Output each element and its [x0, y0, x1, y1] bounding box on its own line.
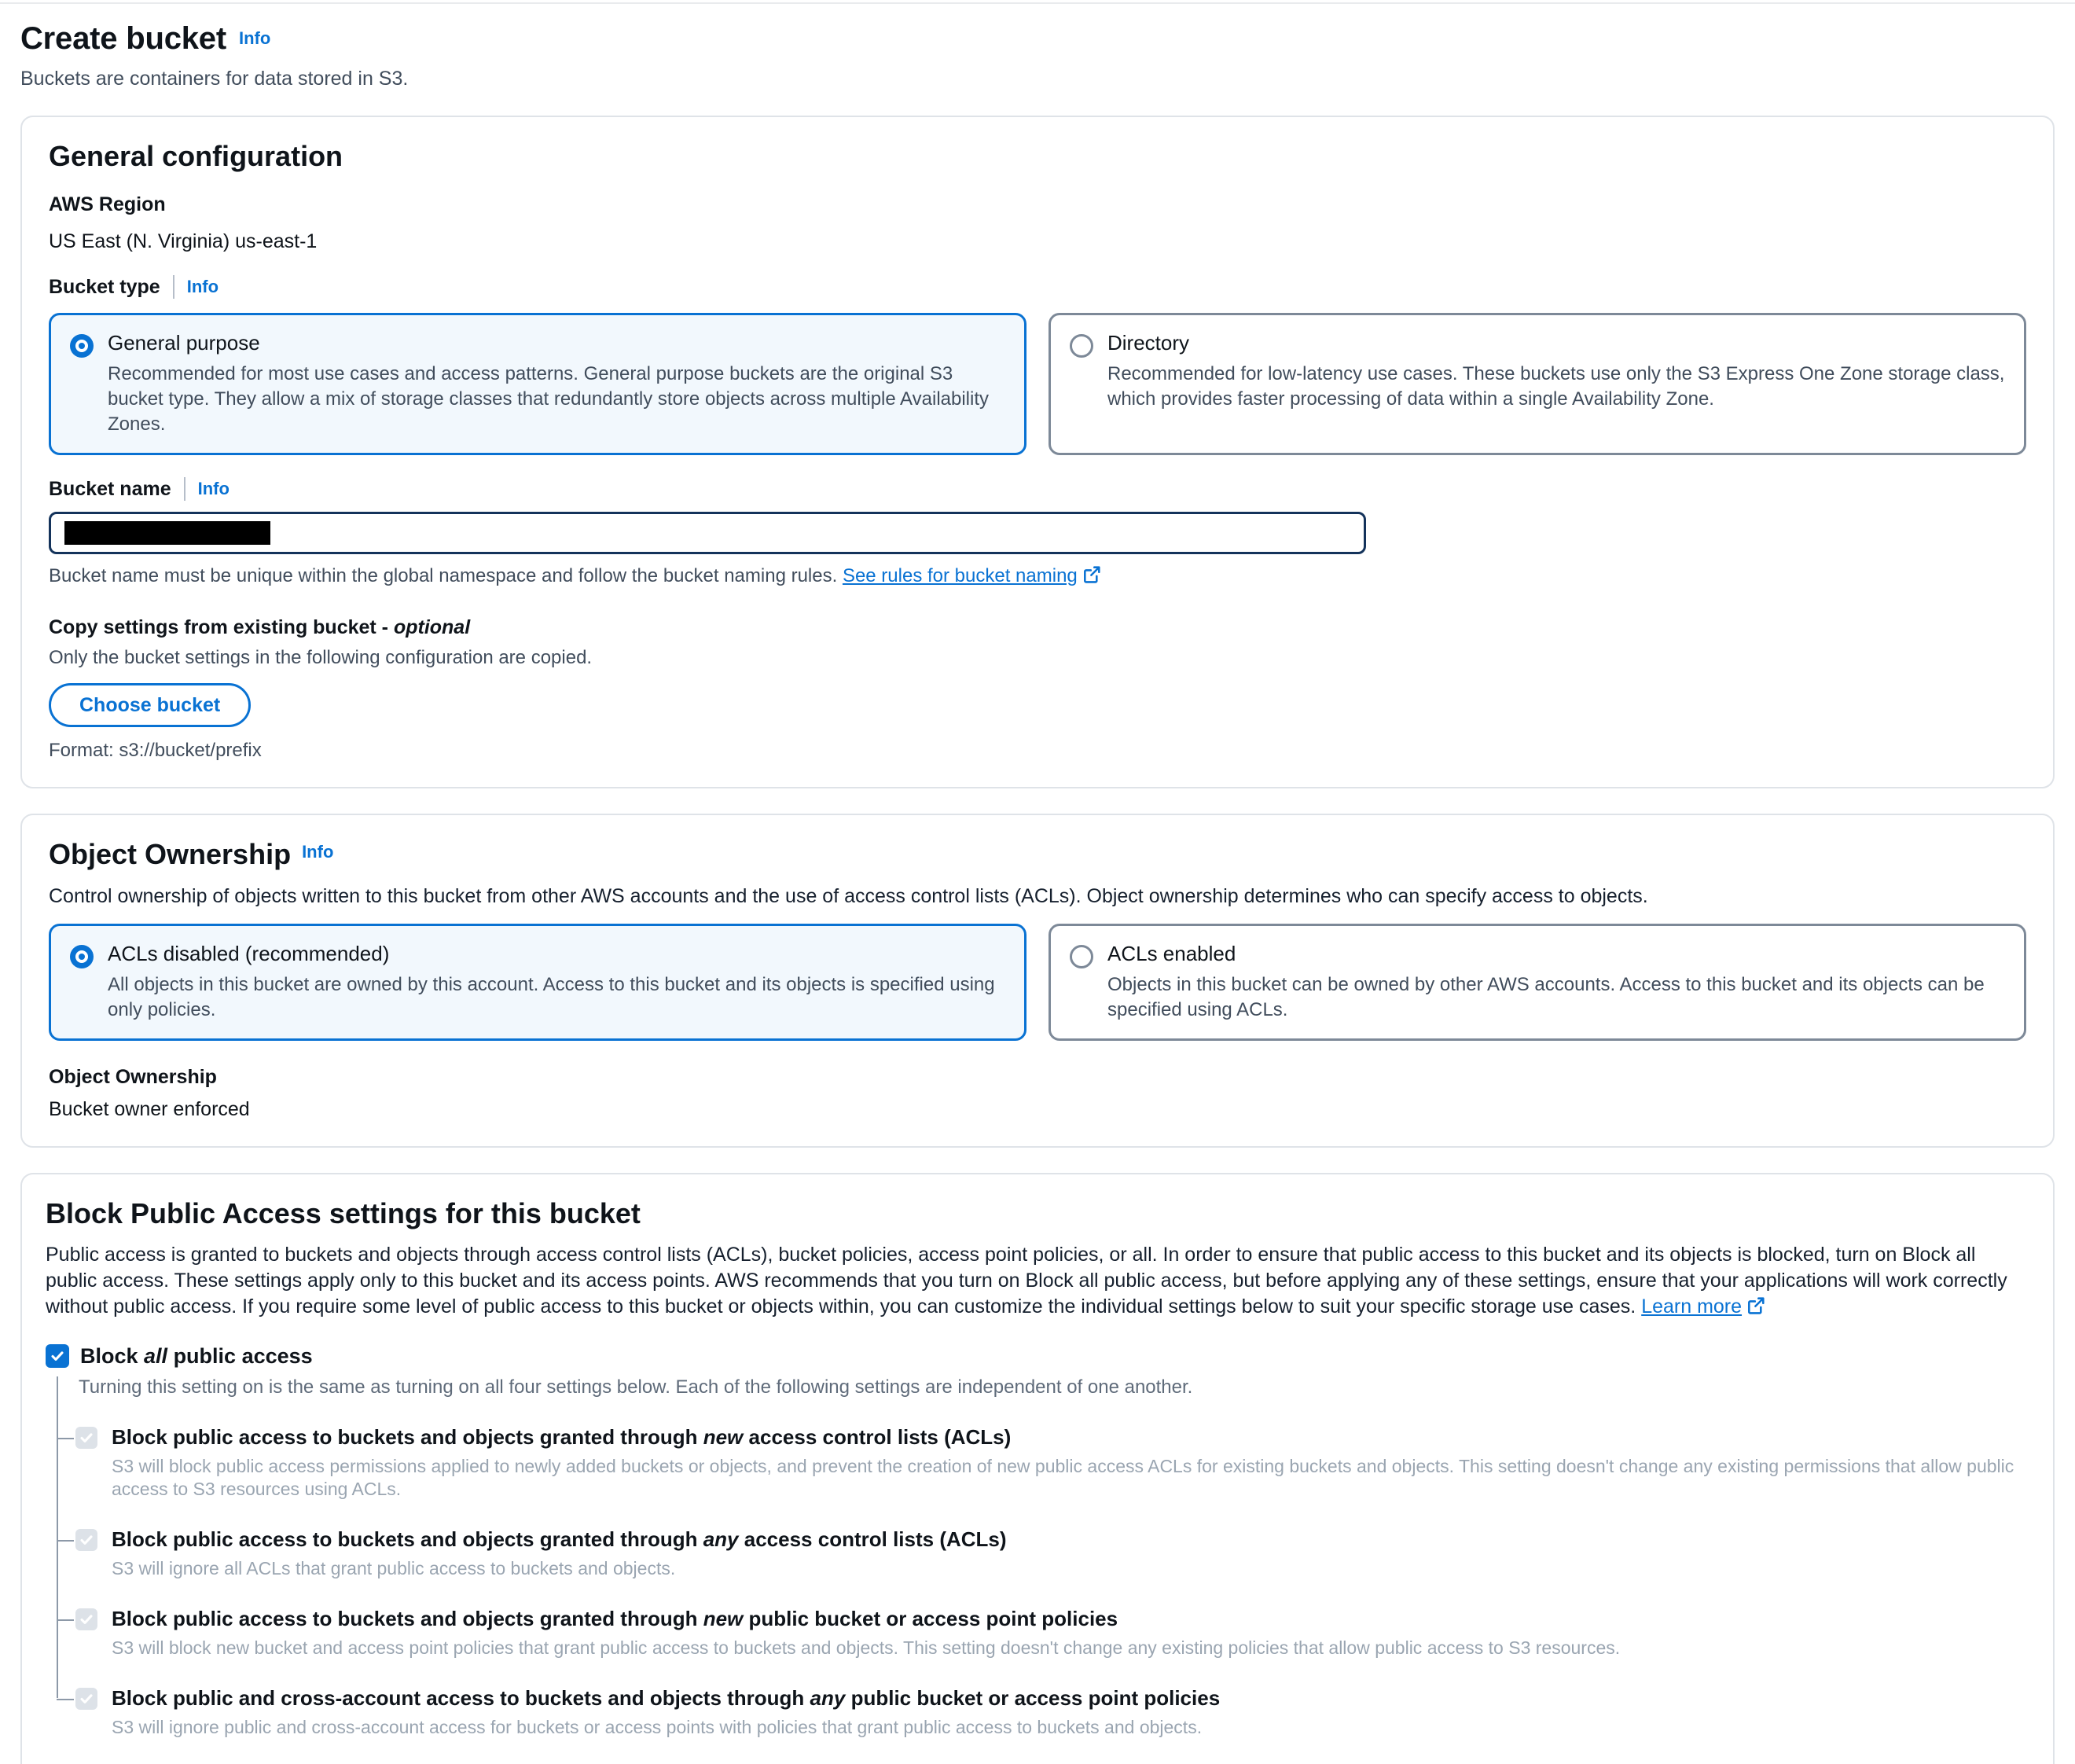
bucket-type-directory-option[interactable]: [1049, 313, 2026, 455]
object-ownership-info-link[interactable]: Info: [302, 842, 334, 862]
block-public-access-description-text: Public access is granted to buckets and objects through access control lists (ACLs), bucket policies, access point policies, or all. In order to ensure that public access to this bucket and its objects is blocked, turn on Block all public access. These settings apply only to this bucket and its access points. AWS recommends that you turn on Block all public access, but before applying any of these settings, ensure that your applications will work correctly without public access. If you require some level of public access to this bucket or objects within, you can customize the individual settings below to suit your specific storage use cases.: [46, 1243, 2007, 1317]
label-em: all: [144, 1343, 168, 1368]
radio-selected-icon[interactable]: [70, 945, 94, 968]
page-subtitle: Buckets are containers for data stored in S3.: [20, 68, 409, 90]
choose-bucket-button[interactable]: Choose bucket: [49, 683, 251, 727]
page-title: Create bucket: [20, 21, 226, 56]
copy-settings-optional-text: optional: [393, 616, 471, 639]
aws-region-label: AWS Region: [49, 193, 166, 216]
label-post: access control lists (ACLs): [738, 1527, 1007, 1551]
block-public-access-description: [46, 1242, 2026, 1322]
page-header: [20, 20, 2055, 90]
block-public-access-heading: Block Public Access settings for this bucket: [46, 1197, 641, 1230]
label-divider: [173, 275, 174, 299]
format-note: Format: s3://bucket/prefix: [49, 740, 262, 762]
block-all-note: Turning this setting on is the same as turning on all four settings below. Each of the following settings are independent of one another.: [79, 1376, 1193, 1398]
page-title-info-link[interactable]: Info: [238, 28, 271, 48]
top-divider: [0, 2, 2075, 4]
label-pre: Block public and cross-account access to buckets and objects through: [112, 1685, 810, 1710]
label-em: any: [703, 1527, 739, 1551]
checkbox-checked-icon[interactable]: [46, 1344, 69, 1368]
label-post: public access: [167, 1343, 313, 1368]
label-pre: Block public access to buckets and objects granted through: [112, 1606, 703, 1630]
acls-disabled-option[interactable]: [49, 924, 1026, 1041]
bpa-item-title: [112, 1425, 2026, 1449]
label-pre: Block: [80, 1343, 145, 1368]
checkbox-disabled-checked-icon: [75, 1427, 97, 1449]
general-configuration-section: [20, 116, 2055, 788]
bucket-naming-rules-link[interactable]: See rules for bucket naming: [842, 565, 1078, 587]
label-em: new: [703, 1424, 744, 1449]
aws-region-value: US East (N. Virginia) us-east-1: [49, 230, 318, 253]
bucket-type-general-purpose-option[interactable]: [49, 313, 1026, 455]
bpa-item-description: S3 will block new bucket and access point policies that grant public access to buckets and objects. This setting doesn't change any existing policies that allow public access to S3 resources.: [112, 1637, 1621, 1658]
object-ownership-heading: Object Ownership: [49, 838, 292, 871]
bucket-type-options: [49, 313, 2026, 455]
bpa-item-any-policies: [57, 1686, 2026, 1739]
option-label: ACLs enabled: [1107, 942, 1236, 966]
bpa-item-description: S3 will ignore all ACLs that grant public access to buckets and objects.: [112, 1557, 676, 1578]
radio-selected-icon[interactable]: [70, 334, 94, 358]
option-description: Recommended for most use cases and access patterns. General purpose buckets are the original S3 bucket type. They allow a mix of storage classes that redundantly store objects across multiple Availability Zones.: [108, 363, 990, 435]
label-post: public bucket or access point policies: [743, 1606, 1118, 1630]
option-description: Recommended for low-latency use cases. These buckets use only the S3 Express One Zone storage class, which provides faster processing of data within a single Availability Zone.: [1107, 363, 2005, 410]
label-post: public bucket or access point policies: [845, 1685, 1221, 1710]
bucket-name-redaction: [64, 521, 270, 545]
label-post: access control lists (ACLs): [743, 1424, 1012, 1449]
copy-settings-description: Only the bucket settings in the following configuration are copied.: [49, 647, 593, 669]
bpa-item-new-acls: [57, 1425, 2026, 1501]
block-all-public-access-row: [46, 1344, 2026, 1369]
bpa-item-description: S3 will block public access permissions applied to newly added buckets or objects, and prevent the creation of new public access ACLs for existing buckets and objects. This setting doesn't change any existing permissions that allow public access to S3 resources using ACLs.: [112, 1455, 2014, 1499]
learn-more-link[interactable]: Learn more: [1641, 1295, 1743, 1317]
external-link-icon: [1082, 565, 1101, 590]
bucket-name-input-wrap: [49, 512, 1366, 554]
option-label: Directory: [1107, 331, 1190, 355]
bucket-name-label: Bucket name: [49, 477, 171, 500]
option-description: Objects in this bucket can be owned by other AWS accounts. Access to this bucket and its objects can be specified using ACLs.: [1107, 974, 1985, 1021]
option-description: All objects in this bucket are owned by this account. Access to this bucket and its objects is specified using only policies.: [108, 974, 995, 1021]
acls-enabled-option[interactable]: [1049, 924, 2026, 1041]
block-public-access-section: [20, 1173, 2055, 1763]
bpa-item-new-policies: [57, 1607, 2026, 1659]
option-label: General purpose: [108, 331, 260, 355]
bpa-item-description: S3 will ignore public and cross-account access for buckets or access points with policies that grant public access to buckets and objects.: [112, 1716, 1203, 1737]
label-pre: Block public access to buckets and objects granted through: [112, 1527, 703, 1551]
object-ownership-description: Control ownership of objects written to this bucket from other AWS accounts and the use of access control lists (ACLs). Object ownership determines who can specify access to objects.: [49, 885, 1648, 908]
bpa-item-any-acls: [57, 1527, 2026, 1580]
bucket-type-info-link[interactable]: Info: [186, 277, 219, 297]
label-em: new: [703, 1606, 744, 1630]
bpa-item-title: [112, 1607, 1620, 1630]
external-link-icon: [1746, 1296, 1765, 1322]
bucket-type-label: Bucket type: [49, 275, 160, 298]
copy-settings-label-text: Copy settings from existing bucket -: [49, 616, 394, 639]
bpa-item-title: [112, 1686, 1220, 1710]
checkbox-disabled-checked-icon: [75, 1688, 97, 1710]
label-divider: [184, 477, 185, 501]
object-ownership-section: [20, 814, 2055, 1148]
label-em: any: [810, 1685, 846, 1710]
radio-unselected-icon[interactable]: [1070, 334, 1093, 358]
radio-unselected-icon[interactable]: [1070, 945, 1093, 968]
object-ownership-summary-value: Bucket owner enforced: [49, 1098, 250, 1121]
block-all-public-access-label: [80, 1344, 313, 1369]
bucket-name-helper: [49, 565, 2026, 590]
label-pre: Block public access to buckets and objects granted through: [112, 1424, 703, 1449]
copy-settings-label: [49, 616, 2026, 639]
block-public-access-children: [57, 1376, 2026, 1739]
checkbox-disabled-checked-icon: [75, 1529, 97, 1551]
bucket-name-helper-text: Bucket name must be unique within the global namespace and follow the bucket naming rules.: [49, 565, 843, 587]
bucket-name-info-link[interactable]: Info: [197, 479, 230, 499]
option-label: ACLs disabled (recommended): [108, 942, 390, 966]
checkbox-disabled-checked-icon: [75, 1608, 97, 1630]
object-ownership-summary-label: Object Ownership: [49, 1066, 217, 1089]
bpa-item-title: [112, 1527, 1007, 1551]
general-configuration-heading: General configuration: [49, 140, 343, 172]
object-ownership-options: [49, 924, 2026, 1041]
